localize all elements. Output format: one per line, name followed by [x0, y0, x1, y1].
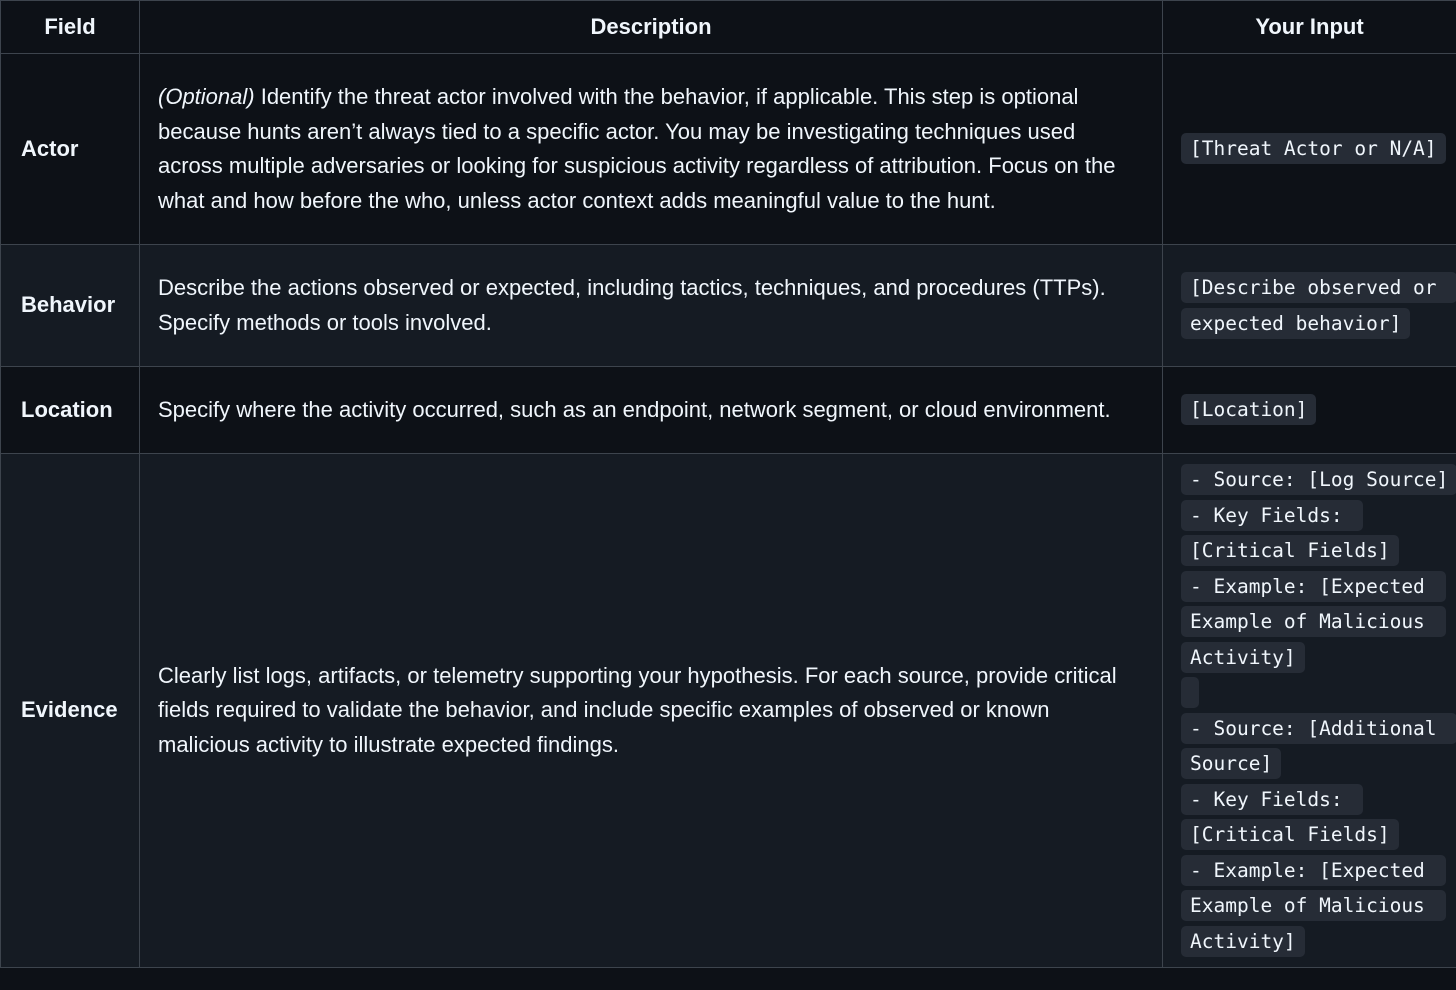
input-evidence-code: - Source: [Log Source] - Key Fields: [Critical Fields] - Example: [Expected Example of Malicious Activity] - Source: [Additional Source] - Key Fields: [Critical Fields] - Example: [Expected Example of Malicious Activity]	[1181, 464, 1456, 957]
input-location-code: [Location]	[1181, 394, 1316, 425]
input-behavior	[1163, 245, 1456, 367]
input-evidence	[1163, 454, 1456, 968]
input-actor-code: [Threat Actor or N/A]	[1181, 133, 1446, 164]
description-evidence	[140, 454, 1163, 968]
description-location-text: Specify where the activity occurred, such as an endpoint, network segment, or cloud environment.	[158, 396, 1111, 422]
description-location	[140, 367, 1163, 454]
row-actor	[1, 54, 1456, 245]
row-evidence	[1, 454, 1456, 968]
description-actor-text: Identify the threat actor involved with the behavior, if applicable. This step is optional because hunts aren’t always tied to a specific actor. You may be investigating techniques used across multiple adversaries or looking for suspicious activity regardless of attribution. Focus on the what and how before the who, unless actor context adds meaningful value to the hunt.	[158, 84, 1116, 213]
optional-label: (Optional)	[158, 84, 255, 109]
field-behavior: Behavior	[1, 245, 140, 367]
description-behavior	[140, 245, 1163, 367]
header-input: Your Input	[1163, 1, 1456, 54]
header-description: Description	[140, 1, 1163, 54]
input-behavior-code: [Describe observed or expected behavior]	[1181, 272, 1456, 339]
header-field: Field	[1, 1, 140, 54]
row-location	[1, 367, 1456, 454]
field-location: Location	[1, 367, 140, 454]
row-behavior	[1, 245, 1456, 367]
header-row	[1, 1, 1456, 54]
input-location	[1163, 367, 1456, 454]
description-evidence-text: Clearly list logs, artifacts, or telemetry supporting your hypothesis. For each source, provide critical fields required to validate the behavior, and include specific examples of observed or known malicious activity to illustrate expected findings.	[158, 662, 1117, 757]
input-actor	[1163, 54, 1456, 245]
description-actor	[140, 54, 1163, 245]
field-actor: Actor	[1, 54, 140, 245]
field-evidence: Evidence	[1, 454, 140, 968]
description-behavior-text: Describe the actions observed or expected, including tactics, techniques, and procedures (TTPs). Specify methods or tools involved.	[158, 275, 1106, 335]
